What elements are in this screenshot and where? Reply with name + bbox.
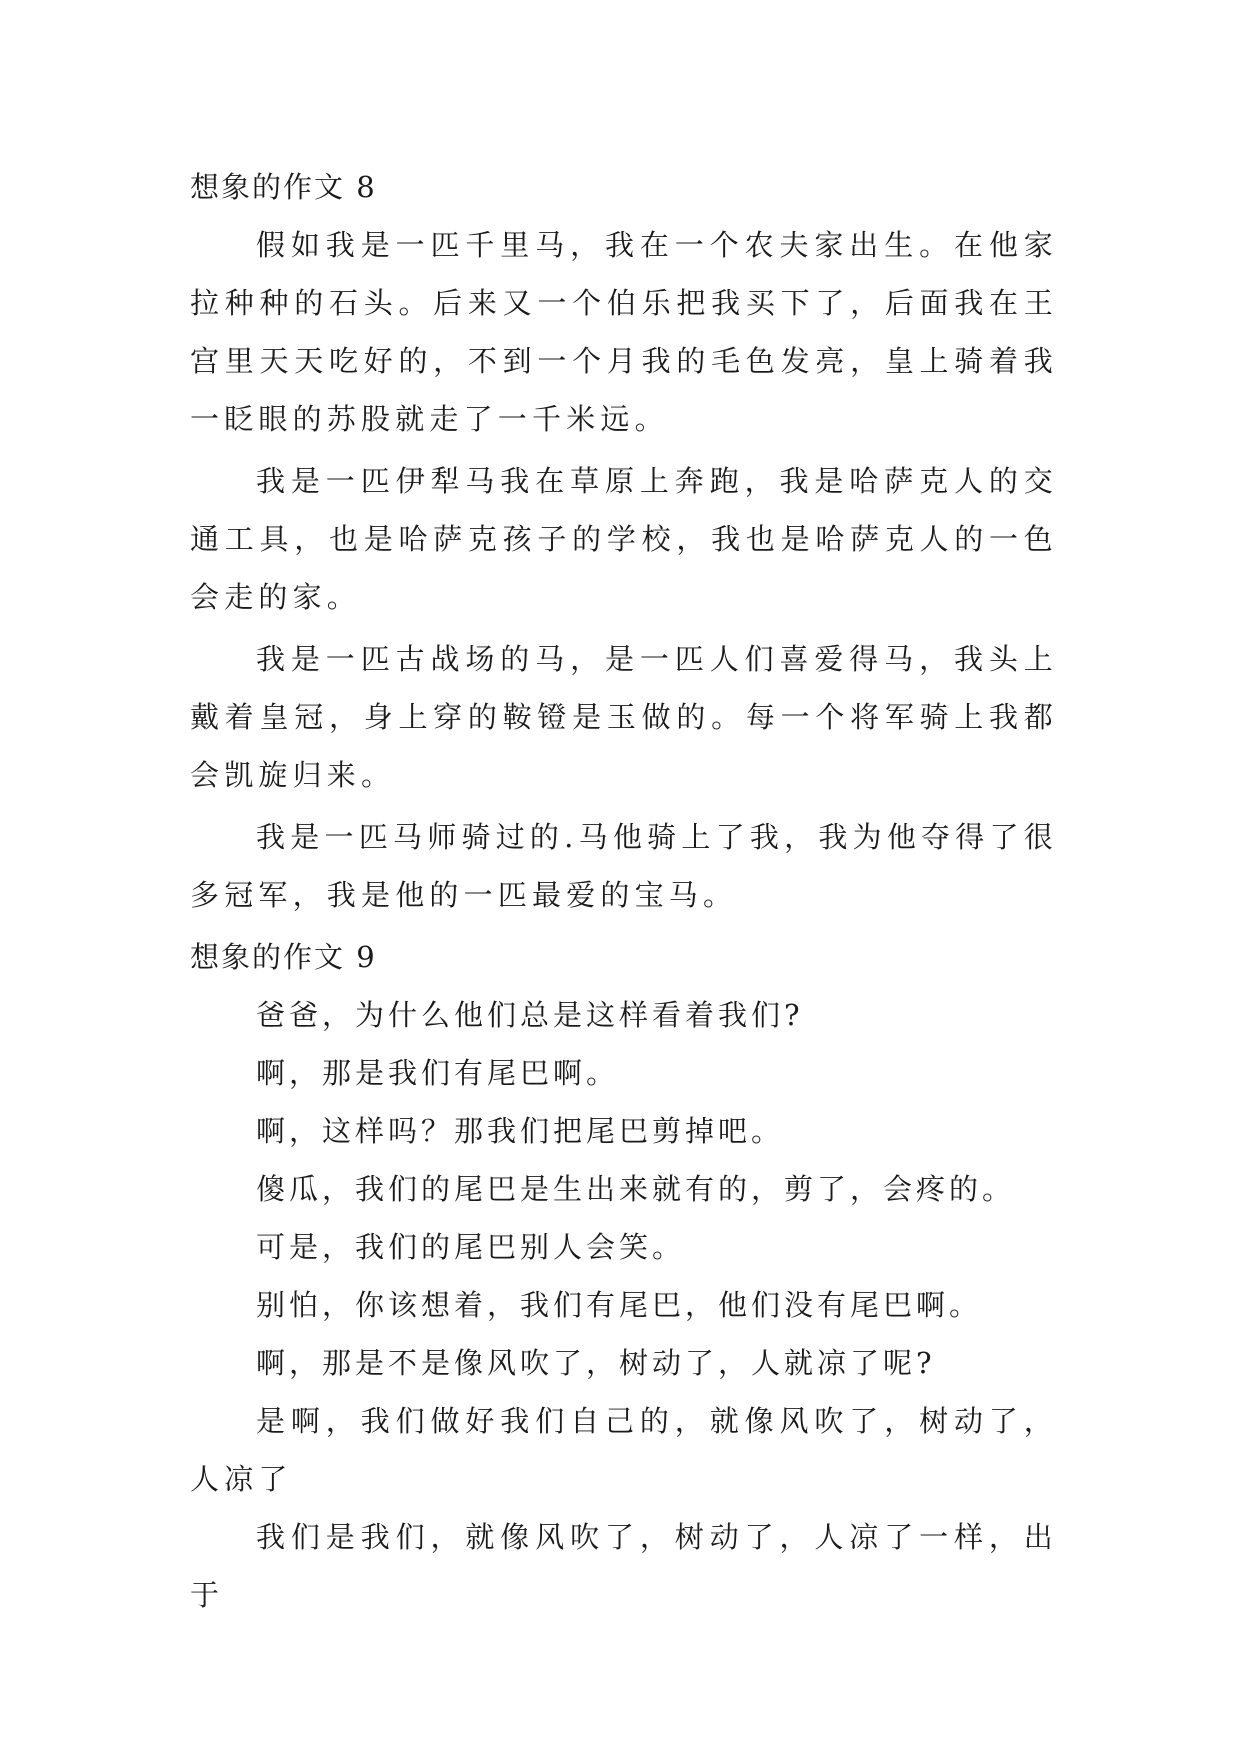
paragraph: 啊，那是我们有尾巴啊。	[256, 1056, 620, 1090]
paragraph: 假如我是一匹千里马，我在一个农夫家出生。在他家拉种种的石头。后来又一个伯乐把我买下了，后面我在王宫里天天吃好的，不到一个月我的毛色发亮，皇上骑着我一眨眼的苏股就走了一千米远。	[190, 228, 1058, 436]
paragraph: 啊，那是不是像风吹了，树动了，人就凉了呢?	[256, 1346, 936, 1380]
essay-section-8	[190, 158, 1058, 924]
paragraph: 我是一匹伊犁马我在草原上奔跑，我是哈萨克人的交通工具，也是哈萨克孩子的学校，我也是哈萨克人的一色会走的家。	[190, 464, 1058, 614]
paragraph: 我们是我们，就像风吹了，树动了，人凉了一样，出于	[190, 1520, 1058, 1612]
paragraph: 我是一匹马师骑过的.马他骑上了我，我为他夺得了很多冠军，我是他的一匹最爱的宝马。	[190, 820, 1058, 912]
paragraph: 爸爸，为什么他们总是这样看着我们?	[256, 998, 804, 1032]
paragraph: 别怕，你该想着，我们有尾巴，他们没有尾巴啊。	[256, 1288, 983, 1322]
section-heading: 想象的作文 9	[190, 940, 377, 974]
document-page	[190, 158, 1058, 1624]
paragraph: 啊，这样吗？那我们把尾巴剪掉吧。	[256, 1114, 785, 1148]
section-heading: 想象的作文 8	[190, 170, 377, 204]
paragraph: 是啊，我们做好我们自己的，就像风吹了，树动了，人凉了	[190, 1404, 1058, 1496]
paragraph: 傻瓜，我们的尾巴是生出来就有的，剪了，会疼的。	[256, 1172, 1016, 1206]
paragraph: 我是一匹古战场的马，是一匹人们喜爱得马，我头上戴着皇冠，身上穿的鞍镫是玉做的。每一个将军骑上我都会凯旋归来。	[190, 642, 1058, 792]
essay-section-9	[190, 928, 1058, 1624]
paragraph: 可是，我们的尾巴别人会笑。	[256, 1230, 686, 1264]
